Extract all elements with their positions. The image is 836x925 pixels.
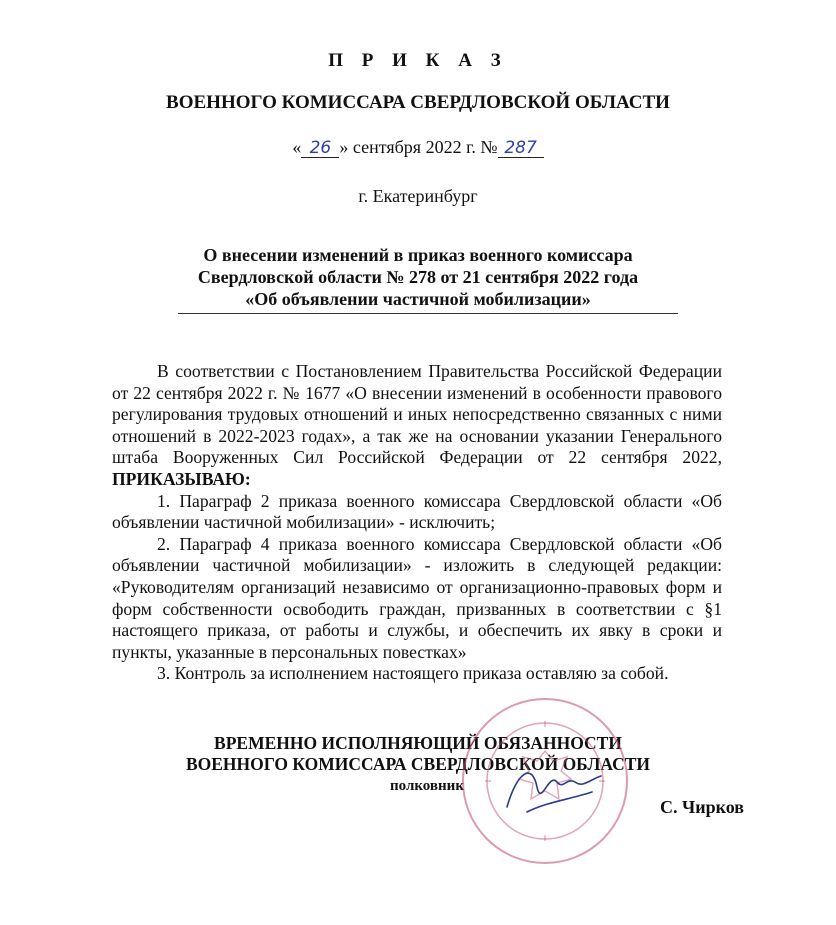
item-2: 2. Параграф 4 приказа военного комиссара Свердловской области «Об объявлении частичной мобилизации» - изложить в следующей редакции: «Руководителям организаций независимо от организационно-правовых форм и форм собственности освободить граждан, призванных в соответствии с §1 настоящего приказа, от работы и службы, и обеспечить их явку в сроки и пункты, указанные в персональных повестках» — [112, 533, 722, 662]
signatory-name: С. Чирков — [660, 797, 744, 817]
order-number-handwritten: 287 — [498, 139, 544, 158]
item-3: 3. Контроль за исполнением настоящего приказа оставляю за собой. — [157, 663, 669, 684]
heading-underline — [178, 313, 678, 314]
order-body — [112, 361, 722, 685]
handwritten-signature — [497, 752, 607, 827]
date-day-handwritten: 26 — [301, 139, 339, 158]
signatory-rank: полковник — [390, 778, 464, 794]
heading-line-2: Свердловской области № 278 от 21 сентября 2022 года — [197, 267, 639, 287]
preamble-paragraph — [112, 361, 722, 491]
order-word: ПРИКАЗЫВАЮ: — [112, 468, 251, 489]
document-issuer: ВОЕННОГО КОМИССАРА СВЕРДЛОВСКОЙ ОБЛАСТИ — [166, 92, 670, 113]
document-title: П Р И К А З — [328, 50, 508, 71]
order-heading — [0, 244, 836, 310]
city: г. Екатеринбург — [358, 186, 478, 206]
heading-line-1: О внесении изменений в приказ военного комиссара — [203, 245, 633, 265]
signatory-title-line-2: ВОЕННОГО КОМИССАРА СВЕРДЛОВСКОЙ ОБЛАСТИ — [185, 754, 651, 774]
date-open-quote: « — [292, 137, 302, 157]
item-1: 1. Параграф 2 приказа военного комиссара Свердловской области «Об объявлении частичной мобилизации» - исключить; — [112, 490, 722, 533]
signatory-title-line-1: ВРЕМЕННО ИСПОЛНЯЮЩИЙ ОБЯЗАННОСТИ — [214, 733, 622, 753]
signature-block — [0, 733, 836, 775]
preamble-text: В соответствии с Постановлением Правительства Российской Федерации от 22 сентября 2022 г. № 1677 «О внесении изменений в особенности правового регулирования трудовых отношений и иных непосредственно связанных с ними отношений в 2022-2023 годах», а так же на основании указании Генерального штаба Вооруженных Сил Российской Федерации от 22 сентября 2022, — [112, 361, 722, 468]
date-line — [0, 137, 836, 158]
heading-line-3: «Об объявлении частичной мобилизации» — [245, 289, 591, 309]
signature-stroke — [507, 773, 601, 812]
date-month-year: » сентября 2022 г. № — [339, 137, 498, 157]
